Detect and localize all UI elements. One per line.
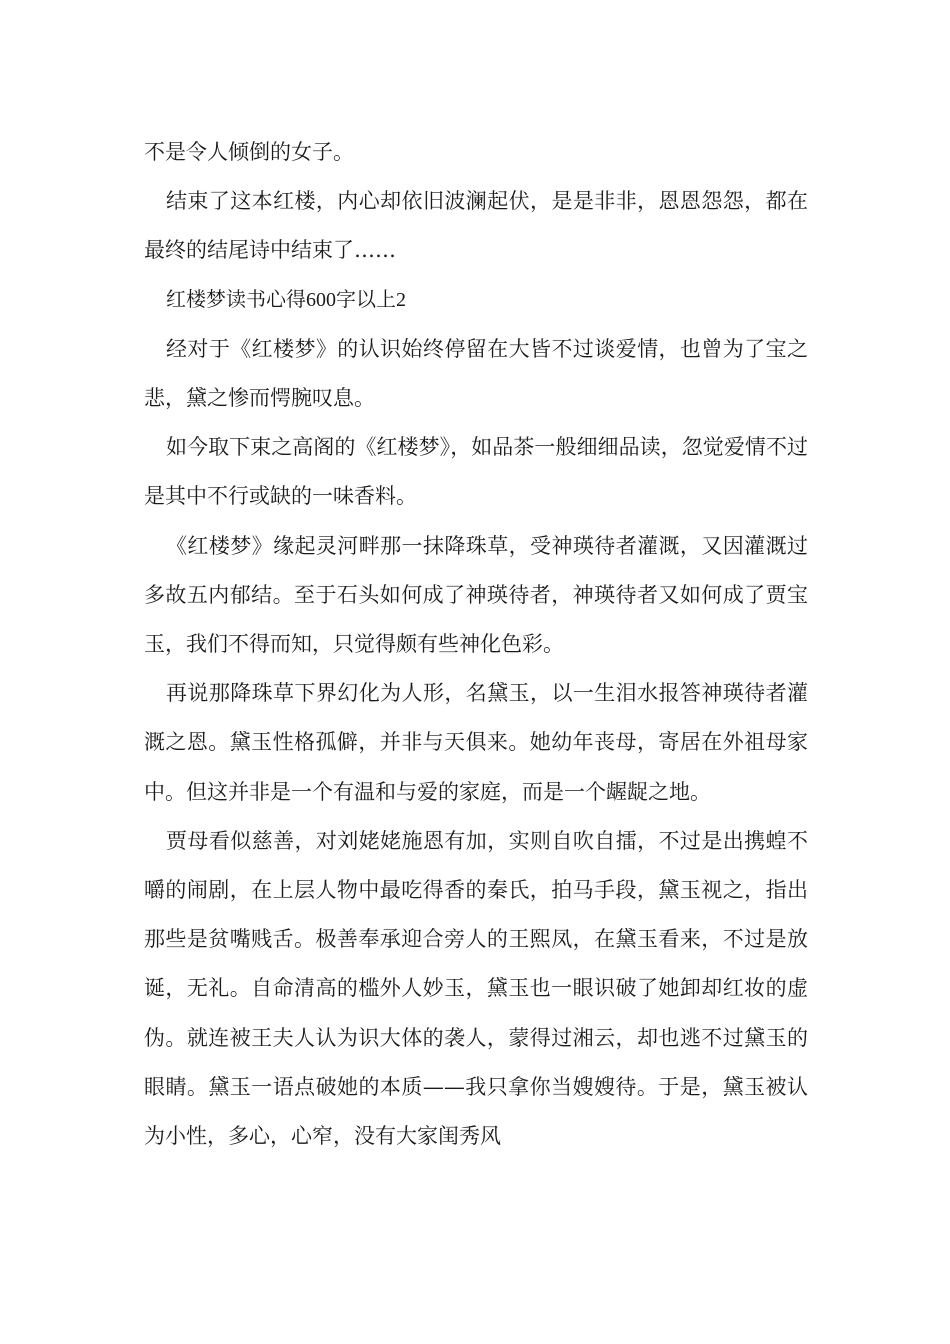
paragraph: 如今取下束之高阁的《红楼梦》，如品茶一般细细品读，忽觉爱情不过是其中不行或缺的一味香料。 xyxy=(144,435,808,509)
paragraph: 《红楼梦》缘起灵河畔那一抹降珠草，受神瑛待者灌溉，又因灌溉过多故五内郁结。至于石头如何成了神瑛待者，神瑛待者又如何成了贾宝玉，我们不得而知，只觉得颇有些神化色彩。 xyxy=(144,533,808,657)
paragraph: 经对于《红楼梦》的认识始终停留在大皆不过谈爱情，也曾为了宝之悲，黛之惨而愕腕叹息。 xyxy=(144,336,808,411)
paragraph: 贾母看似慈善，对刘姥姥施恩有加，实则自吹自擂，不过是出携蝗不嚼的闹剧，在上层人物中最吃得香的秦氏，拍马手段，黛玉视之，指出那些是贫嘴贱舌。极善奉承迎合旁人的王熙凤，在黛玉看来，不过是放诞，无礼。自命清高的槛外人妙玉，黛玉也一眼识破了她卸却红妆的虚伪。就连被王夫人认为识大体的袭人，蒙得过湘云，却也逃不过黛玉的眼睛。黛玉一语点破她的本质——我只拿你当嫂嫂待。于是，黛玉被认为小性，多心，心窄，没有大家闺秀风 xyxy=(144,828,808,1149)
document-body xyxy=(144,128,808,1161)
paragraph-ending: 结束了这本红楼，内心却依旧波澜起伏，是是非非，恩恩怨怨，都在最终的结尾诗中结束了…… xyxy=(144,189,808,263)
paragraph: 再说那降珠草下界幻化为人形，名黛玉，以一生泪水报答神瑛待者灌溉之恩。黛玉性格孤僻，并非与天俱来。她幼年丧母，寄居在外祖母家中。但这并非是一个有温和与爱的家庭，而是一个龌龊之地。 xyxy=(144,681,808,804)
paragraph-continuation: 不是令人倾倒的女子。 xyxy=(144,140,354,164)
section-heading: 红楼梦读书心得600字以上2 xyxy=(166,288,406,311)
